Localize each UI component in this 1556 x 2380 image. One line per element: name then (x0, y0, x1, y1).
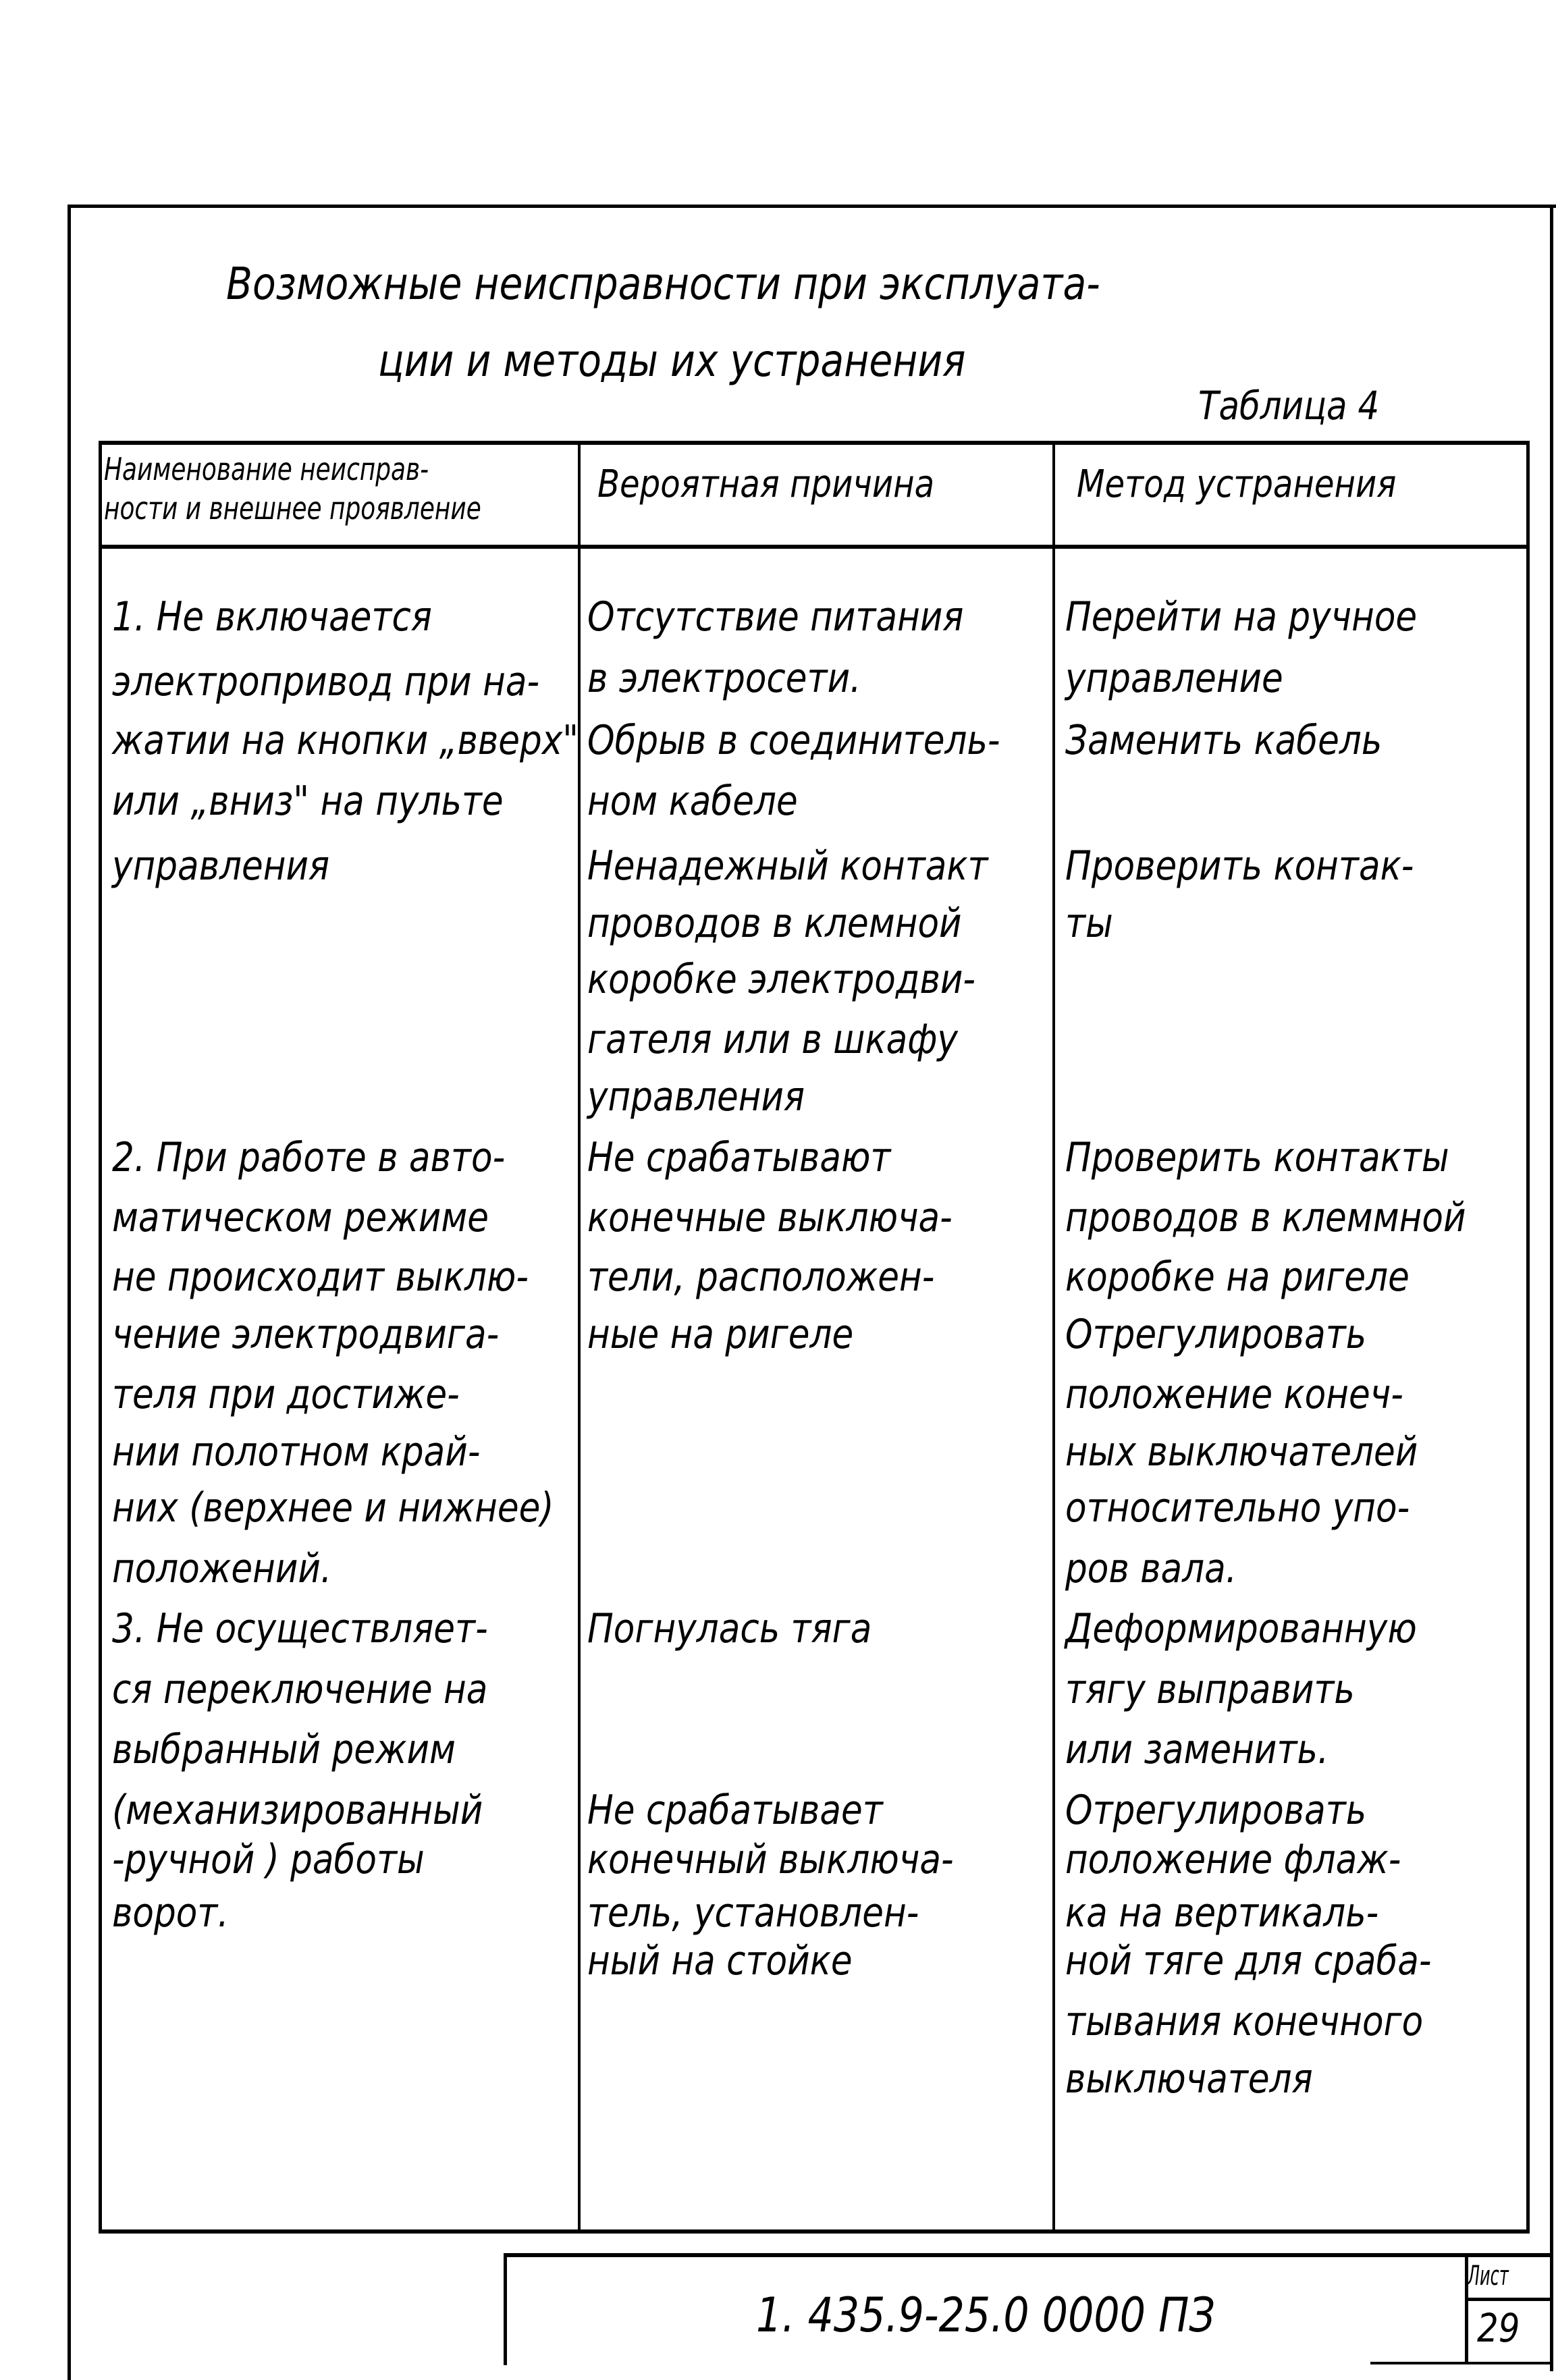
fix-method-line: положение конеч- (1065, 1371, 1403, 1419)
fault-description-line: ворот. (112, 1889, 229, 1937)
probable-cause-line: коробке электродви- (587, 955, 976, 1003)
fix-method-line: относительно упо- (1065, 1484, 1410, 1532)
fix-method-line: проводов в клеммной (1065, 1194, 1466, 1242)
fix-method-line: Заменить кабель (1065, 717, 1383, 765)
fault-description-line: 2. При работе в авто- (112, 1133, 506, 1181)
probable-cause-line: управления (587, 1073, 805, 1121)
probable-cause-line: Не срабатывают (587, 1133, 891, 1181)
fix-method-line: положение флаж- (1065, 1836, 1401, 1884)
probable-cause-line: конечные выключа- (587, 1194, 953, 1242)
table-right-border (1526, 441, 1530, 2234)
probable-cause-line: ном кабеле (587, 777, 798, 825)
stamp-bottom-line (1370, 2362, 1553, 2364)
table-bottom-border (99, 2229, 1530, 2234)
header-fault-name-line1: Наименование неисправ- (104, 451, 429, 487)
fix-method-line: коробке на ригеле (1065, 1253, 1410, 1301)
header-fault-name-line2: ности и внешнее проявление (104, 490, 481, 526)
fault-description-line: или „вниз" на пульте (112, 777, 504, 825)
table-col-divider-1 (578, 441, 581, 2234)
stamp-top-border (505, 2253, 1553, 2257)
sheet-label: Лист (1468, 2261, 1509, 2292)
fix-method-line: Деформированную (1065, 1605, 1417, 1653)
header-probable-cause: Вероятная причина (597, 462, 935, 506)
fault-description-line: ся переключение на (112, 1665, 488, 1713)
probable-cause-line: конечный выключа- (587, 1836, 954, 1884)
table-col-divider-2 (1052, 441, 1055, 2234)
fault-description-line: 3. Не осуществляет- (112, 1605, 488, 1653)
table-left-border (99, 441, 102, 2234)
probable-cause-line: Погнулась тяга (587, 1605, 872, 1653)
probable-cause-line: в электросети. (587, 655, 861, 703)
fix-method-line: Перейти на ручное (1065, 593, 1418, 641)
probable-cause-line: тели, расположен- (587, 1253, 935, 1301)
fault-description-line: нии полотном край- (112, 1428, 481, 1476)
fault-description-line: положений. (112, 1544, 332, 1592)
fault-description-line: 1. Не включается (112, 593, 432, 641)
document-title-line1: Возможные неисправности при эксплуата- (226, 258, 1100, 310)
fix-method-line: Отрегулировать (1065, 1786, 1367, 1834)
fix-method-line: ной тяге для сраба- (1065, 1937, 1432, 1985)
frame-right (1550, 205, 1553, 2371)
fix-method-line: ных выключателей (1065, 1428, 1418, 1476)
fault-description-line: жатии на кнопки „вверх" (112, 717, 579, 765)
probable-cause-line: тель, установлен- (587, 1889, 919, 1937)
fault-description-line: выбранный режим (112, 1726, 456, 1774)
fault-description-line: не происходит выклю- (112, 1253, 529, 1301)
fix-method-line: управление (1065, 655, 1283, 703)
probable-cause-line: Не срабатывает (587, 1786, 883, 1834)
probable-cause-line: Обрыв в соединитель- (587, 717, 1000, 765)
fix-method-line: ров вала. (1065, 1544, 1237, 1592)
fix-method-line: или заменить. (1065, 1726, 1329, 1774)
fix-method-line: тягу выправить (1065, 1665, 1355, 1713)
fault-description-line: чение электродвига- (112, 1310, 500, 1358)
fix-method-line: ты (1065, 899, 1113, 947)
fault-description-line: электропривод при на- (112, 657, 540, 705)
fix-method-line: тывания конечного (1065, 1997, 1424, 2045)
table-label: Таблица 4 (1198, 383, 1380, 429)
fix-method-line: ка на вертикаль- (1065, 1889, 1379, 1937)
probable-cause-line: гателя или в шкафу (587, 1016, 958, 1064)
sheet-number: 29 (1477, 2305, 1520, 2351)
probable-cause-line: Отсутствие питания (587, 593, 964, 641)
document-code: 1. 435.9-25.0 0000 ПЗ (756, 2288, 1216, 2343)
fault-description-line: управления (112, 842, 330, 890)
fix-method-line: Проверить контакты (1065, 1133, 1449, 1181)
fault-description-line: (механизированный (112, 1786, 483, 1834)
table-header-divider (99, 545, 1530, 549)
probable-cause-line: проводов в клемной (587, 899, 962, 947)
fix-method-line: Проверить контак- (1065, 842, 1414, 890)
fault-description-line: -ручной ) работы (112, 1836, 425, 1884)
fault-description-line: теля при достиже- (112, 1371, 460, 1419)
fault-description-line: них (верхнее и нижнее) (112, 1484, 554, 1532)
fault-description-line: матическом режиме (112, 1194, 489, 1242)
probable-cause-line: ные на ригеле (587, 1310, 854, 1358)
stamp-left-border (504, 2253, 507, 2365)
fix-method-line: выключателя (1065, 2055, 1313, 2103)
table-top-border (99, 441, 1530, 445)
header-fix-method: Метод устранения (1077, 462, 1397, 506)
frame-left (68, 206, 71, 2380)
fix-method-line: Отрегулировать (1065, 1310, 1367, 1358)
document-title-line2: ции и методы их устранения (378, 335, 966, 387)
stamp-sheet-label-divider (1465, 2298, 1553, 2301)
probable-cause-line: ный на стойке (587, 1937, 853, 1985)
probable-cause-line: Ненадежный контакт (587, 842, 988, 890)
frame-top (68, 205, 1556, 208)
